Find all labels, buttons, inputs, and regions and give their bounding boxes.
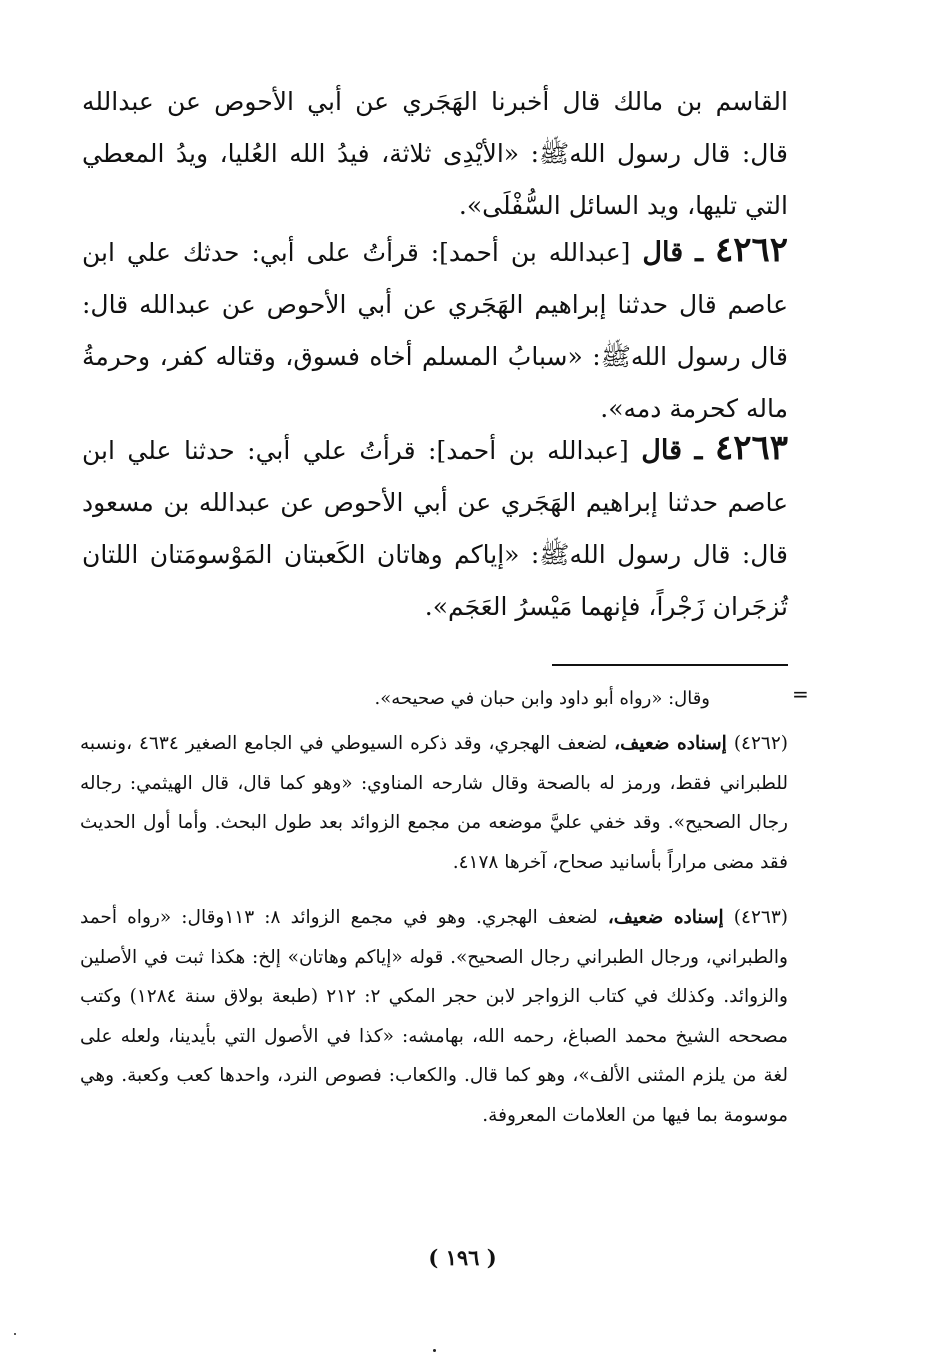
footnote-text: لضعف الهجري، وقد ذكره السيوطي في الجامع الصغير ٤٦٣٤ ،ونسبه للطبراني فقط، ورمز له بالصحة وقال شارحه المناوي: «وهو كما قال، قال الهيثمي: رجاله رجال الصحيح». وقد خفي عليَّ موضعه من مجمع الزوائد بعد طول البحث. وأما أول الحديث فقد مضى مراراً بأسانيد صحاح، آخرها ٤١٧٨. [80, 733, 788, 873]
hadith-number: ٤٢٦٢ [714, 230, 789, 270]
scan-speck [14, 1333, 16, 1335]
hadith-text: [عبدالله بن أحمد]: قرأتُ علي أبي: حدثنا علي ابن عاصم حدثنا إبراهيم الهَجَري عن أبي الأحوص عن عبدالله بن مسعود قال: قال رسول اللهﷺ: «إياكم وهاتان الكَعبتان المَوْسومَتان اللتان تُزجَران زَجْراً، فإنهما مَيْسرُ العَجَم». [82, 436, 788, 621]
hadith-number: ٤٢٦٣ [714, 428, 788, 468]
hadith-dash: ـ [695, 237, 703, 268]
hadith-text: [عبدالله بن أحمد]: قرأتُ على أبي: حدثك علي ابن عاصم قال حدثنا إبراهيم الهَجَري عن أبي الأحوص عن عبدالله قال: قال رسول اللهﷺ: «سبابُ المسلم أخاه فسوق، وقتاله كفر، وحرمةُ ماله كحرمة دمه». [82, 238, 788, 423]
footnote-ref: (٤٢٦٢) [733, 733, 788, 754]
hadith-dash: ـ [694, 435, 703, 466]
page-number: ( ١٩٦ ) [428, 1245, 497, 1270]
hadith-4262 [82, 224, 788, 435]
footnote-ref: (٤٢٦٣) [733, 907, 788, 928]
hadith-4263 [82, 422, 788, 633]
paragraph-continuation [82, 76, 788, 232]
footnote-4263 [80, 898, 788, 1135]
footnote-4262 [80, 724, 788, 882]
paragraph-text: القاسم بن مالك قال أخبرنا الهَجَري عن أبي الأحوص عن عبدالله قال: قال رسول اللهﷺ: «الأيْدِى ثلاثة، فيدُ الله العُليا، ويدُ المعطي التي تليها، ويد السائل السُّفْلَى». [82, 87, 788, 220]
hadith-qal: قال [642, 237, 684, 268]
footnote-continuation-mark: = [792, 682, 809, 706]
scan-speck [433, 1349, 436, 1352]
footnote-grading: إسناده ضعيف، [607, 907, 724, 928]
footnote-divider [552, 664, 788, 666]
footnote-continuation-text: وقال: «رواه أبو داود وابن حبان في صحيحه». [374, 688, 710, 709]
hadith-qal: قال [641, 435, 683, 466]
footnote-text: لضعف الهجري. وهو في مجمع الزوائد ٨: ١١٣وقال: «رواه أحمد والطبراني، ورجال الطبراني رجال الصحيح». قوله «إياكم وهاتان» إلخ: هكذا ثبت في الأصلين والزوائد. وكذلك في كتاب الزواجر لابن حجر المكي ٢: ٢١٢ (طبعة بولاق سنة ١٢٨٤) وكتب مصححه الشيخ محمد الصباغ، رحمه الله، بهامشه: «كذا في الأصول التي بأيدينا، ولعله على لغة من يلزم المثنى الألف»، وهو كما قال. والكعاب: فصوص النرد، واحدها كعب وكعبة. وهي موسومة بما فيها من العلامات المعروفة. [80, 907, 788, 1126]
footnote-grading: إسناده ضعيف، [614, 733, 727, 754]
